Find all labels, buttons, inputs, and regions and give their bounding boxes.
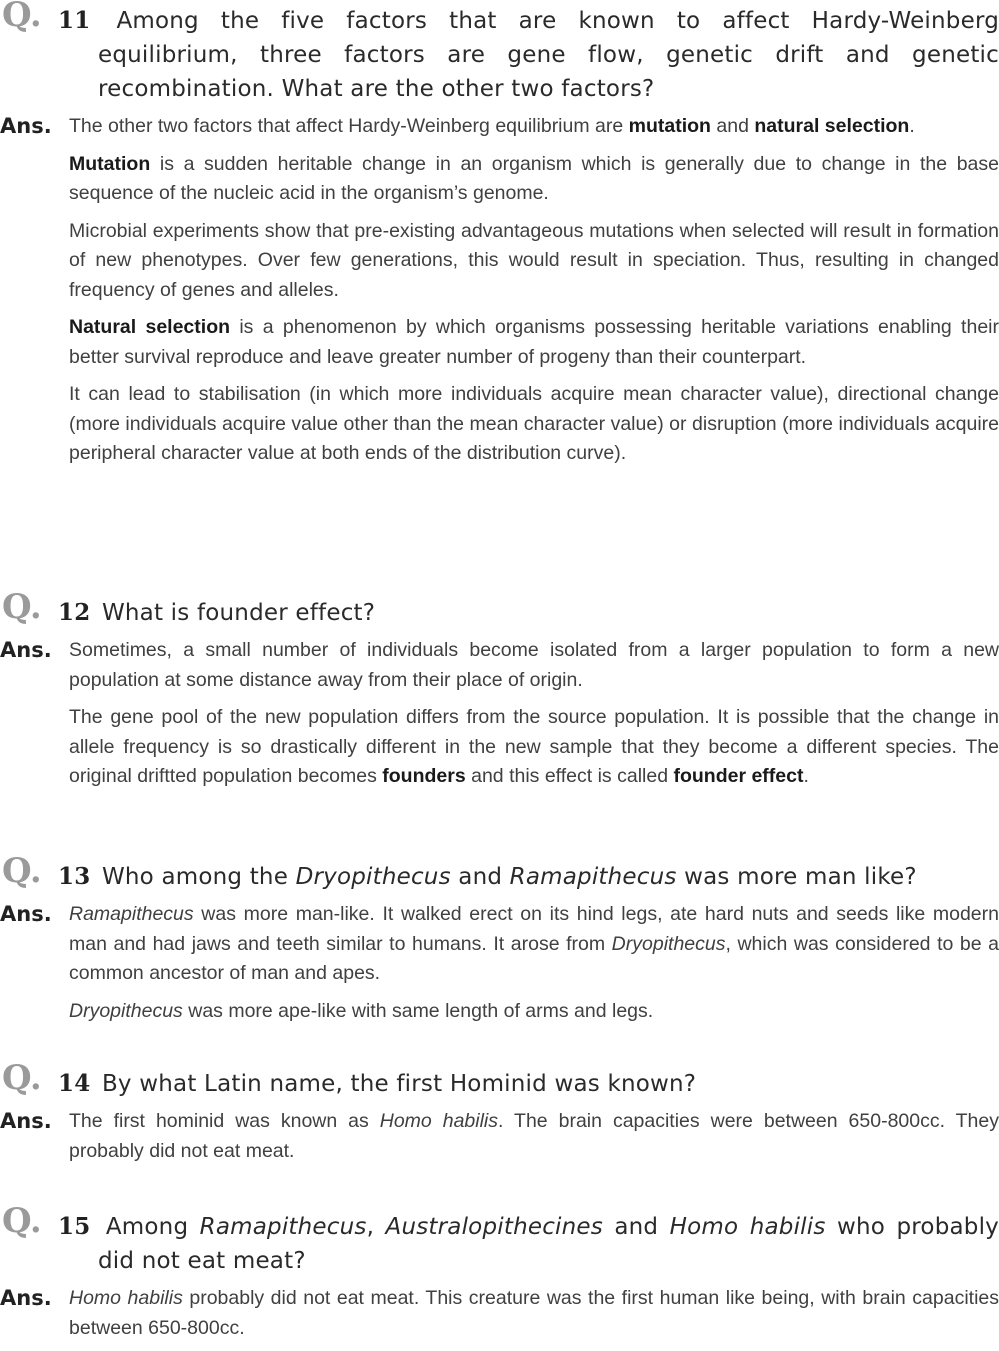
question-number: 11 xyxy=(58,7,91,34)
question-15: Q. 15 Among Ramapithecus, Australopithecines and Homo habilis who probably did not eat meat? xyxy=(2,1201,999,1274)
answer-12 xyxy=(0,636,999,792)
question-number: 15 xyxy=(58,1213,91,1240)
answer-14 xyxy=(0,1107,999,1166)
q-mark: Q. xyxy=(2,1201,42,1241)
q-mark: Q. xyxy=(2,0,42,35)
answer-paragraph: Homo habilis probably did not eat meat. This creature was the first human like being, with brain capacities between 650-800cc. xyxy=(69,1287,999,1339)
qa-block-15 xyxy=(0,1201,999,1351)
qa-block-14 xyxy=(0,1058,999,1174)
answer-label: Ans. xyxy=(0,114,52,138)
answer-label: Ans. xyxy=(0,902,52,926)
q-mark: Q. xyxy=(2,1058,42,1098)
question-14 xyxy=(0,1058,999,1101)
answer-15 xyxy=(0,1284,999,1343)
question-text: What is founder effect? xyxy=(101,600,376,626)
answer-13 xyxy=(0,900,999,1026)
answer-paragraph: Sometimes, a small number of individuals become isolated from a larger population to form a new population at some distance away from their place of origin. xyxy=(69,639,999,691)
question-number: 12 xyxy=(58,599,91,626)
q-mark: Q. xyxy=(2,851,42,891)
question-12 xyxy=(0,587,999,630)
answer-label: Ans. xyxy=(0,1286,52,1310)
qa-block-11 xyxy=(0,0,999,477)
qa-block-13 xyxy=(0,851,999,1034)
answer-paragraph: Ramapithecus was more man-like. It walked erect on its hind legs, ate hard nuts and seeds like modern man and had jaws and teeth similar to humans. It arose from Dryopithecus, which was considered to be a common ancestor of man and apes. xyxy=(69,903,999,984)
answer-label: Ans. xyxy=(0,638,52,662)
answer-paragraph: The first hominid was known as Homo habilis. The brain capacities were between 650-800cc. They probably did not eat meat. xyxy=(69,1110,999,1162)
question-11 xyxy=(0,0,999,106)
answer-paragraph: The other two factors that affect Hardy-Weinberg equilibrium are mutation and natural selection. xyxy=(69,115,915,137)
q-mark: Q. xyxy=(2,587,42,627)
answer-paragraph: Microbial experiments show that pre-existing advantageous mutations when selected will result in formation of new phenotypes. Over few generations, this would result in speciation. Thus, resulting in changed frequency of genes and alleles. xyxy=(69,219,999,301)
answer-paragraph: The gene pool of the new population differs from the source population. It is possible that the change in allele frequency is so drastically different in the new sample that they become a different species. The original driftted population becomes founders and this effect is called founder effect. xyxy=(69,706,999,787)
question-text: Among the five factors that are known to affect Hardy-Weinberg equilibrium, three factors are gene flow, genetic drift and genetic recombination. What are the other two factors? xyxy=(98,8,999,102)
answer-paragraph: Mutation is a sudden heritable change in an organism which is generally due to change in the base sequence of the nucleic acid in the organism’s genome. xyxy=(69,152,999,204)
answer-11 xyxy=(0,112,999,469)
question-13: Q. 13 Who among the Dryopithecus and Ramapithecus was more man like? xyxy=(2,851,917,891)
answer-paragraph: Natural selection is a phenomenon by which organisms possessing heritable variations enabling their better survival reproduce and leave greater number of progeny than their counterpart. xyxy=(69,316,999,368)
qa-block-12 xyxy=(0,587,999,800)
question-number: 14 xyxy=(58,1070,91,1097)
question-number: 13 xyxy=(58,863,91,890)
answer-paragraph: Dryopithecus was more ape-like with same length of arms and legs. xyxy=(69,999,654,1022)
question-text: By what Latin name, the first Hominid was known? xyxy=(101,1071,697,1097)
answer-label: Ans. xyxy=(0,1109,52,1133)
answer-paragraph: It can lead to stabilisation (in which more individuals acquire mean character value), directional change (more individuals acquire value other than the mean character value) or disruption (more individuals acquire peripheral character value at both ends of the distribution curve). xyxy=(69,383,999,464)
